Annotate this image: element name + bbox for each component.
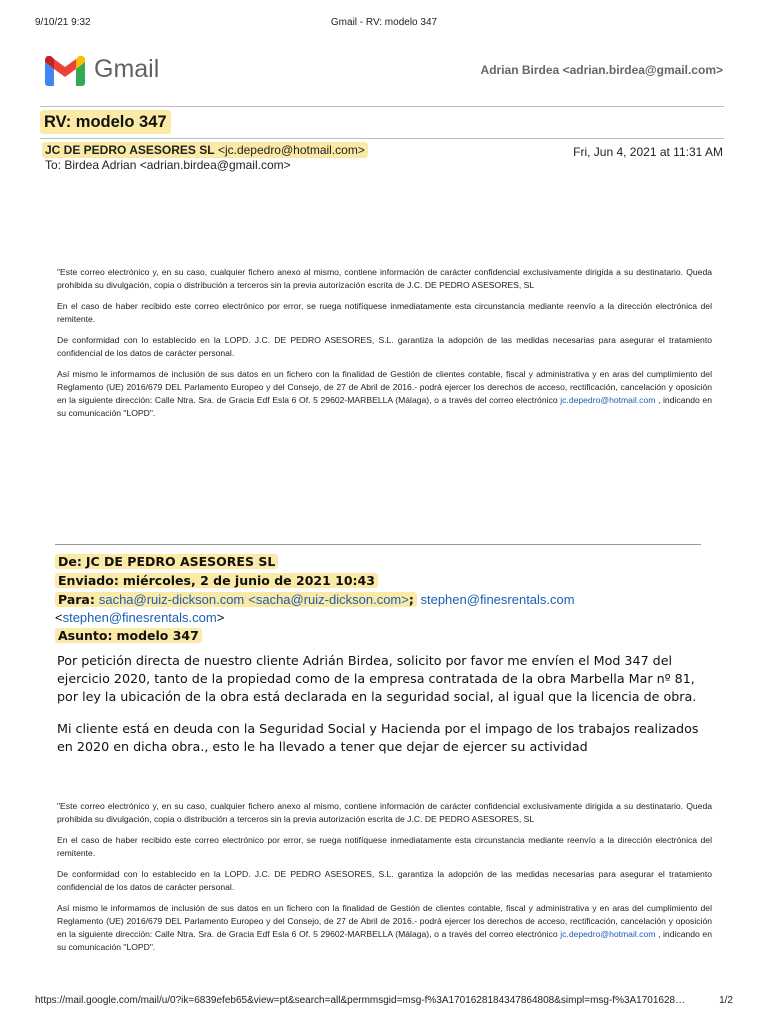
sender-line bbox=[42, 143, 368, 158]
gmail-logo[interactable] bbox=[45, 55, 175, 87]
body-paragraph-1: Por petición directa de nuestro cliente Adrián Birdea, solicito por favor me envíen el Mod 347 del ejercicio 2020, tanto de la propiedad como de la empresa contratada de la obra Marbella Mar nº 81, por ley la ubicación de la obra está declarada en la seguridad social, al igual que la licencia de obra. bbox=[57, 653, 697, 704]
sender-name: JC DE PEDRO ASESORES SL bbox=[45, 143, 215, 157]
forward-divider bbox=[55, 544, 701, 545]
sender-email[interactable]: <jc.depedro@hotmail.com> bbox=[217, 143, 365, 157]
disclaimer-p4: Así mismo le informamos de inclusión de sus datos en un fichero con la finalidad de Gestión de clientes contable, fiscal y administrativa y en aras del cumplimiento del Reglamento (UE) 2016/679 DEL Parlamento Europeo y del Consejo, de 27 de Abril de 2016.- podrá ejercer los derechos de acceso, rectificación, cancelación y oposición en la siguiente dirección: Calle Ntra. Sra. de Gracia Edf Esla 6 Of. 5 29602-MARBELLA (Málaga), o a través del correo electrónico jc.depedro@hotmail.com , indicando en su comunicación "LOPD". bbox=[57, 903, 712, 952]
print-title: Gmail - RV: modelo 347 bbox=[330, 17, 438, 28]
disclaimer-p1: "Este correo electrónico y, en su caso, cualquier fichero anexo al mismo, contiene información de carácter confidencial exclusivamente dirigida a su destinatario. Queda prohibida su divulgación, copia o distribución a terceros sin la previa autorización escrita de J.C. DE PEDRO ASESORES, SL bbox=[57, 267, 712, 290]
disclaimer-email-link[interactable]: jc.depedro@hotmail.com bbox=[560, 929, 656, 939]
fwd-para-sep: ; bbox=[408, 592, 414, 607]
forward-header: De: JC DE PEDRO ASESORES SL Enviado: miércoles, 2 de junio de 2021 10:43 Para: sacha@ruiz-dickson.com <sacha@ruiz-dickson.com>; stephen@finesrentals.com <stephen@finesrentals.com> Asunto: modelo 347 bbox=[55, 554, 575, 643]
fwd-enviado-label: Enviado: bbox=[58, 573, 119, 588]
body-paragraph-2: Mi cliente está en deuda con la Seguridad Social y Hacienda por el impago de los trabajos realizados en 2020 en dicha obra., esto le ha llevado a tener que dejar de ejercer su actividad bbox=[57, 721, 699, 754]
fwd-asunto-value: modelo 347 bbox=[116, 628, 199, 643]
account-label: Adrian Birdea <adrian.birdea@gmail.com> bbox=[480, 63, 723, 77]
fwd-de-label: De: bbox=[58, 554, 82, 569]
subject-title: RV: modelo 347 bbox=[40, 110, 171, 134]
gmail-wordmark: Gmail bbox=[94, 55, 160, 83]
disclaimer-p2: En el caso de haber recibido este correo electrónico por error, se ruega notifíquese inmediatamente esta circunstancia mediante reenvío a la dirección electrónica del remitente. bbox=[57, 835, 712, 858]
disclaimer-p3: De conformidad con lo establecido en la LOPD. J.C. DE PEDRO ASESORES, S.L. garantiza la adopción de las medidas necesarias para asegurar el tratamiento confidencial de los datos de carácter personal. bbox=[57, 869, 712, 892]
message-body bbox=[57, 652, 717, 770]
disclaimer-p3: De conformidad con lo establecido en la LOPD. J.C. DE PEDRO ASESORES, S.L. garantiza la adopción de las medidas necesarias para asegurar el tratamiento confidencial de los datos de carácter personal. bbox=[57, 335, 712, 358]
gmail-m-icon bbox=[45, 56, 85, 86]
fwd-para-label: Para: bbox=[58, 592, 95, 607]
disclaimer-email-link[interactable]: jc.depedro@hotmail.com bbox=[560, 395, 656, 405]
disclaimer-p4: Así mismo le informamos de inclusión de sus datos en un fichero con la finalidad de Gestión de clientes contable, fiscal y administrativa y en aras del cumplimiento del Reglamento (UE) 2016/679 DEL Parlamento Europeo y del Consejo, de 27 de Abril de 2016.- podrá ejercer los derechos de acceso, rectificación, cancelación y oposición en la siguiente dirección: Calle Ntra. Sra. de Gracia Edf Esla 6 Of. 5 29602-MARBELLA (Málaga), o a través del correo electrónico jc.depedro@hotmail.com , indicando en su comunicación "LOPD". bbox=[57, 369, 712, 418]
disclaimer-p2: En el caso de haber recibido este correo electrónico por error, se ruega notifíquese inmediatamente esta circunstancia mediante reenvío a la dirección electrónica del remitente. bbox=[57, 301, 712, 324]
subject-container bbox=[40, 110, 171, 134]
fwd-para-email2-bracket[interactable]: stephen@finesrentals.com bbox=[62, 610, 217, 625]
fwd-de-value: JC DE PEDRO ASESORES SL bbox=[85, 554, 276, 569]
print-url: https://mail.google.com/mail/u/0?ik=6839efeb65&view=pt&search=all&permmsgid=msg-f%3A1701628184347864808&simpl=msg-f%3A1701628… bbox=[35, 995, 686, 1006]
print-page-number: 1/2 bbox=[719, 995, 733, 1006]
fwd-asunto-label: Asunto: bbox=[58, 628, 113, 643]
fwd-para-email1[interactable]: sacha@ruiz-dickson.com bbox=[98, 592, 245, 607]
disclaimer-block-2 bbox=[57, 800, 712, 962]
divider bbox=[40, 106, 724, 107]
disclaimer-block bbox=[57, 266, 712, 428]
fwd-para-email1-bracket[interactable]: <sacha@ruiz-dickson.com> bbox=[248, 592, 409, 607]
fwd-enviado-value: miércoles, 2 de junio de 2021 10:43 bbox=[122, 573, 375, 588]
message-date: Fri, Jun 4, 2021 at 11:31 AM bbox=[573, 145, 723, 159]
fwd-para-email2[interactable]: stephen@finesrentals.com bbox=[420, 592, 575, 607]
print-datetime: 9/10/21 9:32 bbox=[35, 17, 91, 28]
divider bbox=[40, 138, 724, 139]
disclaimer-p1: "Este correo electrónico y, en su caso, cualquier fichero anexo al mismo, contiene información de carácter confidencial exclusivamente dirigida a su destinatario. Queda prohibida su divulgación, copia o distribución a terceros sin la previa autorización escrita de J.C. DE PEDRO ASESORES, SL bbox=[57, 801, 712, 824]
recipient-line: To: Birdea Adrian <adrian.birdea@gmail.com> bbox=[45, 158, 291, 172]
